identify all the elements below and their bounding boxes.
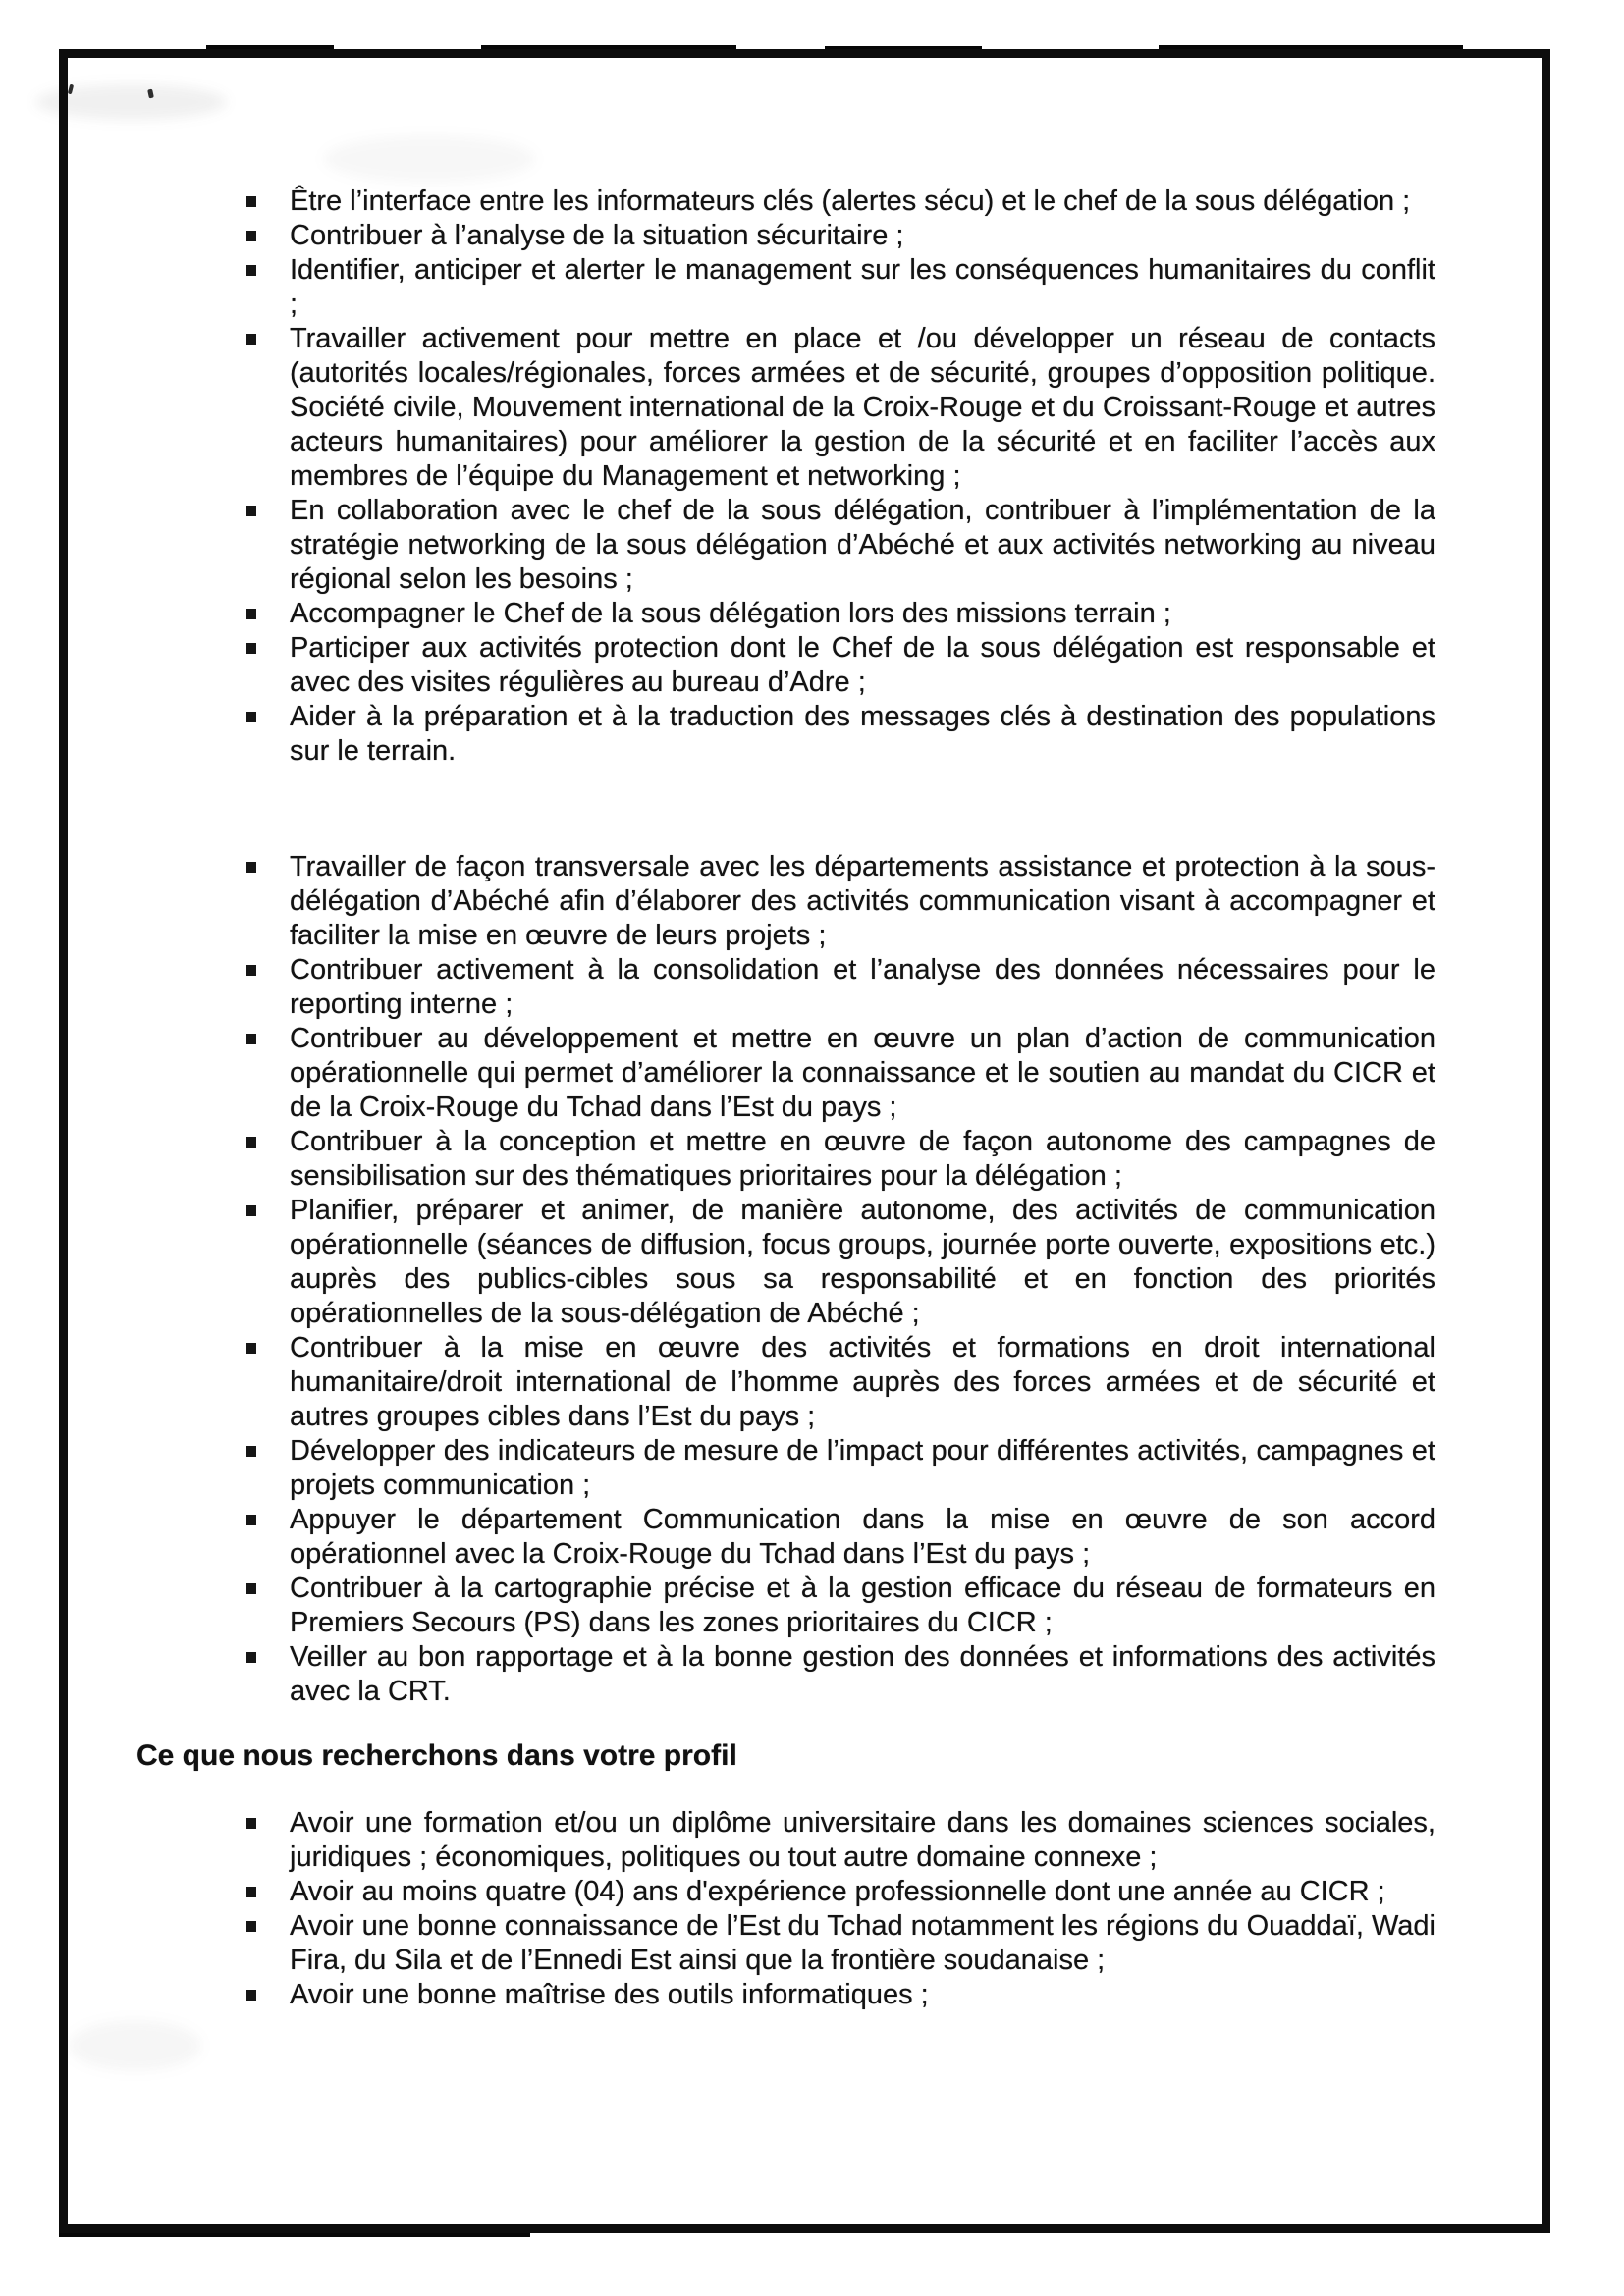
bullet-square-icon: [246, 196, 256, 207]
list-item-text: Contribuer au développement et mettre en œuvre un plan d’action de communication opérationnelle qui permet d’améliorer la connaissance et le soutien au mandat du CICR et de la Croix-Rouge du Tchad dans l’Est du pays ;: [290, 1023, 1435, 1123]
list-item: [244, 631, 1435, 700]
list-item: [244, 1022, 1435, 1125]
profile-section-heading: Ce que nous recherchons dans votre profil: [136, 1739, 737, 1772]
list-item-text: Veiller au bon rapportage et à la bonne gestion des données et informations des activités avec la CRT.: [290, 1641, 1435, 1707]
bullet-square-icon: [246, 1205, 256, 1216]
list-item-text: Accompagner le Chef de la sous délégation lors des missions terrain ;: [290, 598, 1171, 629]
list-item-text: Travailler activement pour mettre en place et /ou développer un réseau de contacts (autorités locales/régionales, forces armées et de sécurité, groupes d’opposition politique. Société civile, Mouvement international de la Croix-Rouge et du Croissant-Rouge et autres acteurs humanitaires) pour améliorer la gestion de la sécurité et en faciliter l’accès aux membres de l’équipe du Management et networking ;: [290, 323, 1435, 492]
document-content: [136, 185, 1435, 2012]
bullet-square-icon: [246, 1652, 256, 1663]
page-border-frame: [59, 49, 1550, 2233]
list-item: [244, 953, 1435, 1022]
list-item: [244, 1434, 1435, 1503]
list-item: [244, 322, 1435, 494]
bullet-square-icon: [246, 712, 256, 722]
list-item-text: Contribuer à la mise en œuvre des activités et formations en droit international humanitaire/droit international de l’homme auprès des forces armées et de sécurité et autres groupes cibles dans l’Est du pays ;: [290, 1332, 1435, 1432]
list-item: [244, 1572, 1435, 1640]
responsibilities-list-security: [244, 185, 1435, 769]
bullet-square-icon: [246, 1990, 256, 2001]
bullet-square-icon: [246, 1921, 256, 1932]
list-item-text: Aider à la préparation et à la traduction des messages clés à destination des populations sur le terrain.: [290, 701, 1435, 767]
list-item-text: En collaboration avec le chef de la sous délégation, contribuer à l’implémentation de la stratégie networking de la sous délégation d’Abéché et aux activités networking au niveau régional selon les besoins ;: [290, 495, 1435, 595]
list-item: [244, 850, 1435, 953]
responsibilities-list-communication: [244, 850, 1435, 1709]
list-item: [244, 1640, 1435, 1709]
list-item: [244, 219, 1435, 253]
list-item: [244, 1909, 1435, 1978]
bullet-square-icon: [246, 231, 256, 241]
list-item: [244, 1331, 1435, 1434]
bullet-square-icon: [246, 965, 256, 976]
bullet-square-icon: [246, 1583, 256, 1594]
list-item-text: Contribuer à l’analyse de la situation sécuritaire ;: [290, 220, 904, 251]
list-item-text: Contribuer à la conception et mettre en œuvre de façon autonome des campagnes de sensibilisation sur des thématiques prioritaires pour la délégation ;: [290, 1126, 1435, 1192]
profile-requirements-list: [244, 1806, 1435, 2012]
list-item-text: Planifier, préparer et animer, de manière autonome, des activités de communication opérationnelle (séances de diffusion, focus groups, journée porte ouverte, expositions etc.) auprès des publics-cibles sous sa responsabilité et en fonction des priorités opérationnelles de la sous-délégation de Abéché ;: [290, 1195, 1435, 1329]
bullet-square-icon: [246, 1034, 256, 1044]
list-item: [244, 597, 1435, 631]
list-item: [244, 1875, 1435, 1909]
bullet-square-icon: [246, 334, 256, 345]
bullet-square-icon: [246, 1515, 256, 1525]
list-item-text: Identifier, anticiper et alerter le management sur les conséquences humanitaires du conflit ;: [290, 254, 1435, 320]
list-item: [244, 1194, 1435, 1331]
list-item: [244, 1125, 1435, 1194]
list-item-text: Participer aux activités protection dont le Chef de la sous délégation est responsable et avec des visites régulières au bureau d’Adre ;: [290, 632, 1435, 698]
bullet-square-icon: [246, 1818, 256, 1829]
list-item: [244, 1978, 1435, 2012]
list-item-text: Contribuer activement à la consolidation et l’analyse des données nécessaires pour le reporting interne ;: [290, 954, 1435, 1020]
list-item: [244, 494, 1435, 597]
list-item: [244, 1503, 1435, 1572]
list-item-text: Appuyer le département Communication dans la mise en œuvre de son accord opérationnel avec la Croix-Rouge du Tchad dans l’Est du pays ;: [290, 1504, 1435, 1570]
bullet-square-icon: [246, 643, 256, 654]
bullet-square-icon: [246, 1137, 256, 1148]
list-item: [244, 185, 1435, 219]
bullet-square-icon: [246, 1887, 256, 1897]
bullet-square-icon: [246, 1343, 256, 1354]
list-item-text: Avoir une bonne maîtrise des outils informatiques ;: [290, 1979, 929, 2010]
bullet-square-icon: [246, 265, 256, 276]
list-item-text: Contribuer à la cartographie précise et à la gestion efficace du réseau de formateurs en Premiers Secours (PS) dans les zones prioritaires du CICR ;: [290, 1573, 1435, 1638]
bullet-square-icon: [246, 1446, 256, 1457]
list-item: [244, 700, 1435, 769]
list-item-text: Avoir une formation et/ou un diplôme universitaire dans les domaines sciences sociales, juridiques ; économiques, politiques ou tout autre domaine connexe ;: [290, 1807, 1435, 1873]
bullet-square-icon: [246, 506, 256, 516]
list-item-text: Avoir au moins quatre (04) ans d'expérience professionnelle dont une année au CICR ;: [290, 1876, 1385, 1907]
list-item-text: Développer des indicateurs de mesure de l’impact pour différentes activités, campagnes et projets communication ;: [290, 1435, 1435, 1501]
bullet-square-icon: [246, 609, 256, 619]
bullet-square-icon: [246, 862, 256, 873]
list-item-text: Être l’interface entre les informateurs clés (alertes sécu) et le chef de la sous délégation ;: [290, 186, 1411, 217]
list-item-text: Travailler de façon transversale avec les départements assistance et protection à la sous-délégation d’Abéché afin d’élaborer des activités communication visant à accompagner et faciliter la mise en œuvre de leurs projets ;: [290, 851, 1435, 951]
list-item: [244, 253, 1435, 322]
list-item-text: Avoir une bonne connaissance de l’Est du Tchad notamment les régions du Ouaddaï, Wadi Fira, du Sila et de l’Ennedi Est ainsi que la frontière soudanaise ;: [290, 1910, 1435, 1976]
list-item: [244, 1806, 1435, 1875]
